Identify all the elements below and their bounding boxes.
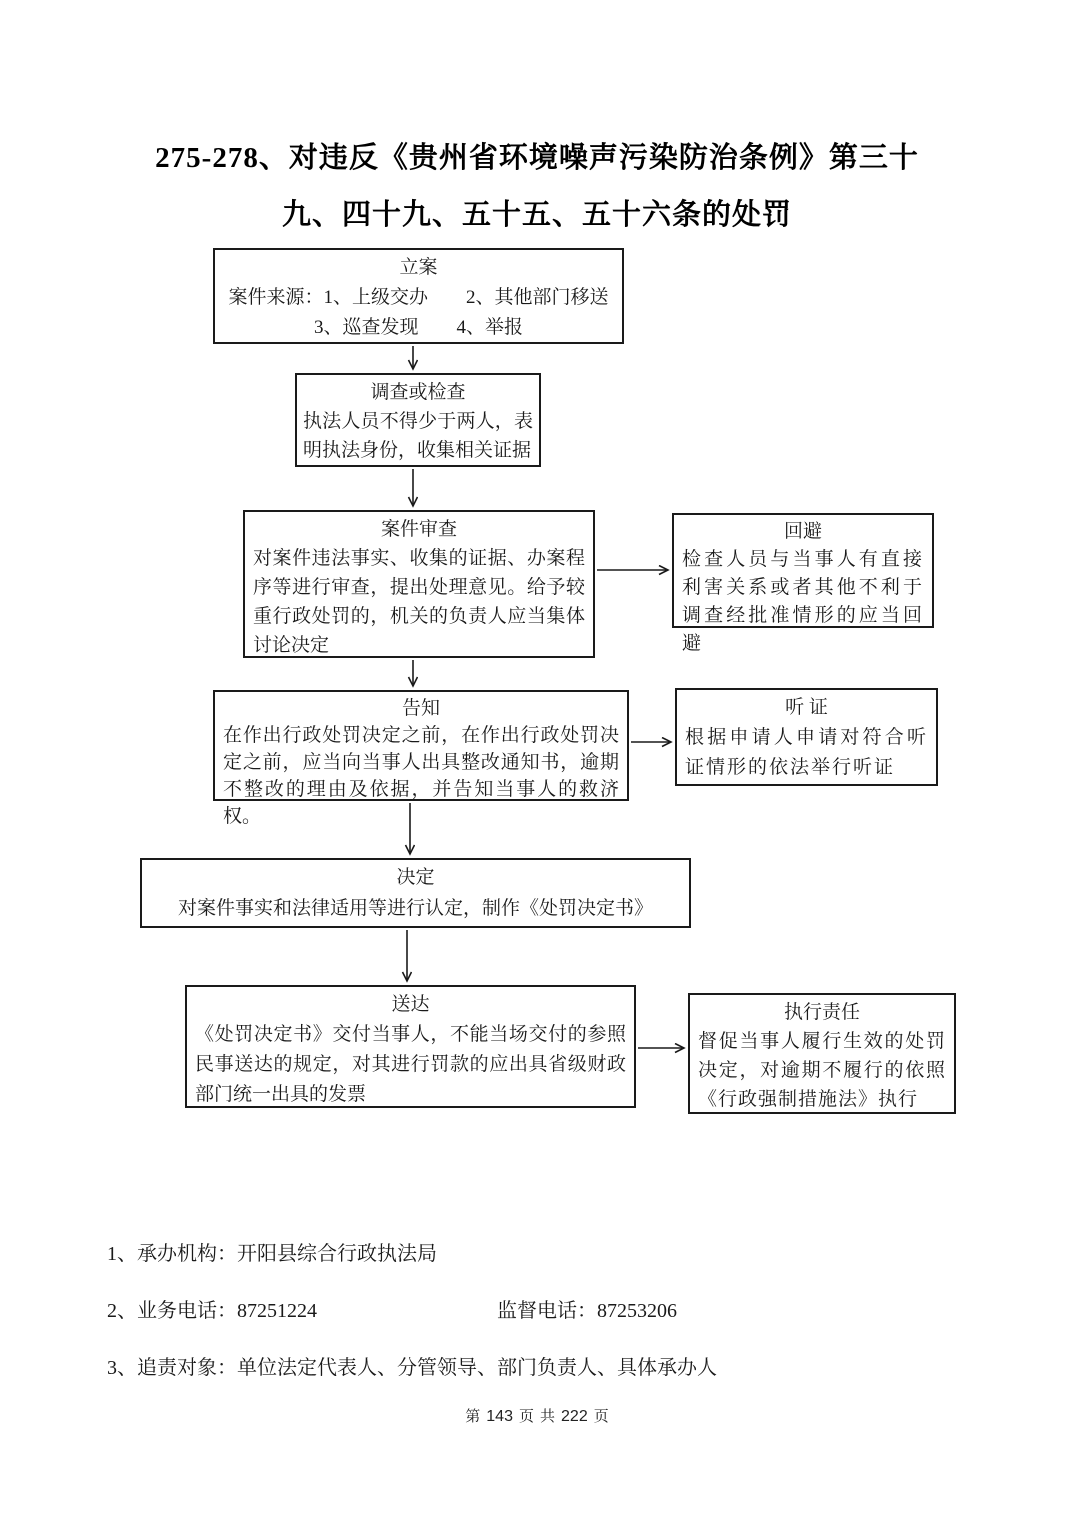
- flow-box-execution: [688, 993, 956, 1114]
- title-line-1: 275-278、对违反《贵州省环境噪声污染防治条例》第三十: [155, 142, 919, 174]
- flow-box-hearing: [675, 688, 938, 786]
- flow-box-recusal-body: 检查人员与当事人有直接利害关系或者其他不利于调查经批准情形的应当回避: [682, 549, 924, 654]
- flow-box-review-body: 对案件违法事实、收集的证据、办案程序等进行审查，提出处理意见。给予较重行政处罚的，机关的负责人应当集体讨论决定: [253, 548, 585, 656]
- footer-current-page: 143: [486, 1408, 513, 1425]
- flow-box-execution-heading: 执行责任: [783, 1002, 860, 1023]
- flow-box-notification: [213, 690, 629, 827]
- flow-box-investigation: [295, 373, 541, 467]
- flow-box-investigation-body: 执法人员不得少于两人，表明执法身份，收集相关证据: [303, 411, 533, 461]
- title-line-2: 九、四十九、五十五、五十六条的处罚: [281, 199, 792, 231]
- flow-box-review: [243, 510, 595, 658]
- flow-box-delivery-heading: 送达: [391, 994, 430, 1015]
- flow-box-investigation-heading: 调查或检查: [370, 382, 466, 403]
- flow-box-filing-heading: 立案: [399, 257, 438, 278]
- note-agency: 1、承办机构：开阳县综合行政执法局: [107, 1243, 437, 1265]
- footer-total-pages: 222: [561, 1408, 588, 1425]
- flow-box-filing: [213, 248, 624, 344]
- flow-box-decision-body: 对案件事实和法律适用等进行认定，制作《处罚决定书》: [177, 898, 653, 919]
- footer-mid2: 共: [540, 1409, 556, 1425]
- footer-suffix: 页: [593, 1409, 609, 1425]
- flow-box-notification-heading: 告知: [401, 698, 440, 719]
- page-number-indicator: [0, 1405, 1074, 1426]
- flow-box-review-heading: 案件审查: [380, 519, 457, 540]
- flow-box-recusal: [672, 513, 934, 654]
- page-title: [0, 130, 1074, 244]
- flow-box-filing-line2: 3、巡查发现 4、举报: [313, 317, 523, 338]
- flow-box-decision-heading: 决定: [396, 867, 435, 888]
- flow-box-delivery: [185, 985, 636, 1108]
- flow-box-execution-body: 督促当事人履行生效的处罚决定，对逾期不履行的依照《行政强制措施法》执行: [698, 1031, 946, 1110]
- footer-mid1: 页: [518, 1409, 534, 1425]
- note-supervision-phone: 监督电话：87253206: [497, 1300, 677, 1322]
- flow-box-notification-body: 在作出行政处罚决定之前，在作出行政处罚决定之前，应当向当事人出具整改通知书，逾期不整改的理由及依据，并告知当事人的救济权。: [223, 725, 619, 827]
- flow-box-decision: [140, 858, 691, 928]
- flow-box-filing-line1: 案件来源：1、上级交办 2、其他部门移送: [228, 287, 609, 308]
- flow-box-recusal-heading: 回避: [783, 521, 822, 542]
- flow-box-hearing-body: 根据申请人申请对符合听证情形的依法举行听证: [685, 727, 928, 778]
- footer-prefix: 第: [465, 1409, 481, 1425]
- flow-box-delivery-body: 《处罚决定书》交付当事人，不能当场交付的参照民事送达的规定，对其进行罚款的应出具省级财政部门统一出具的发票: [195, 1024, 626, 1105]
- note-accountability-targets: 3、追责对象：单位法定代表人、分管领导、部门负责人、具体承办人: [107, 1357, 717, 1379]
- note-business-phone: 2、业务电话：87251224: [107, 1300, 317, 1322]
- flow-box-hearing-heading: 听 证: [785, 697, 828, 718]
